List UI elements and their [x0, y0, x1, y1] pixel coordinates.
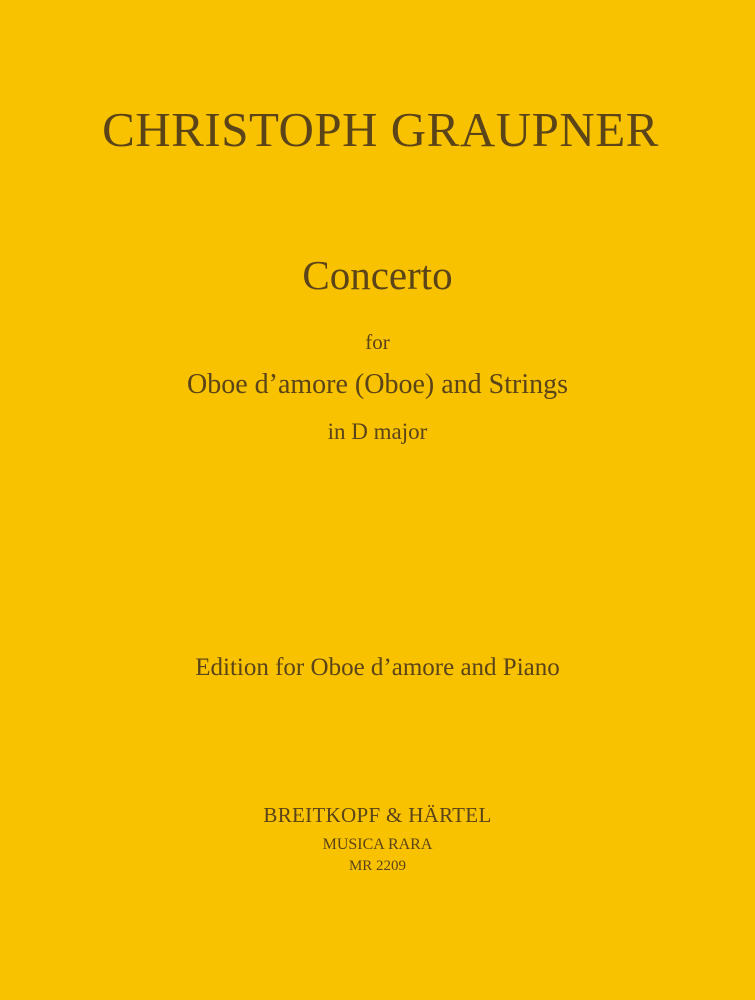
instrumentation: Oboe d’amore (Oboe) and Strings [186, 369, 568, 400]
key-signature: in D major [327, 419, 428, 444]
imprint-name: MUSICA RARA [322, 836, 433, 853]
for-text: for [365, 330, 390, 354]
publisher-name: BREITKOPF & HÄRTEL [263, 803, 492, 827]
work-title: Concerto [302, 252, 453, 298]
composer-name: CHRISTOPH GRAUPNER [102, 102, 659, 157]
catalog-number: MR 2209 [348, 858, 407, 874]
edition-note: Edition for Oboe d’amore and Piano [195, 654, 560, 681]
